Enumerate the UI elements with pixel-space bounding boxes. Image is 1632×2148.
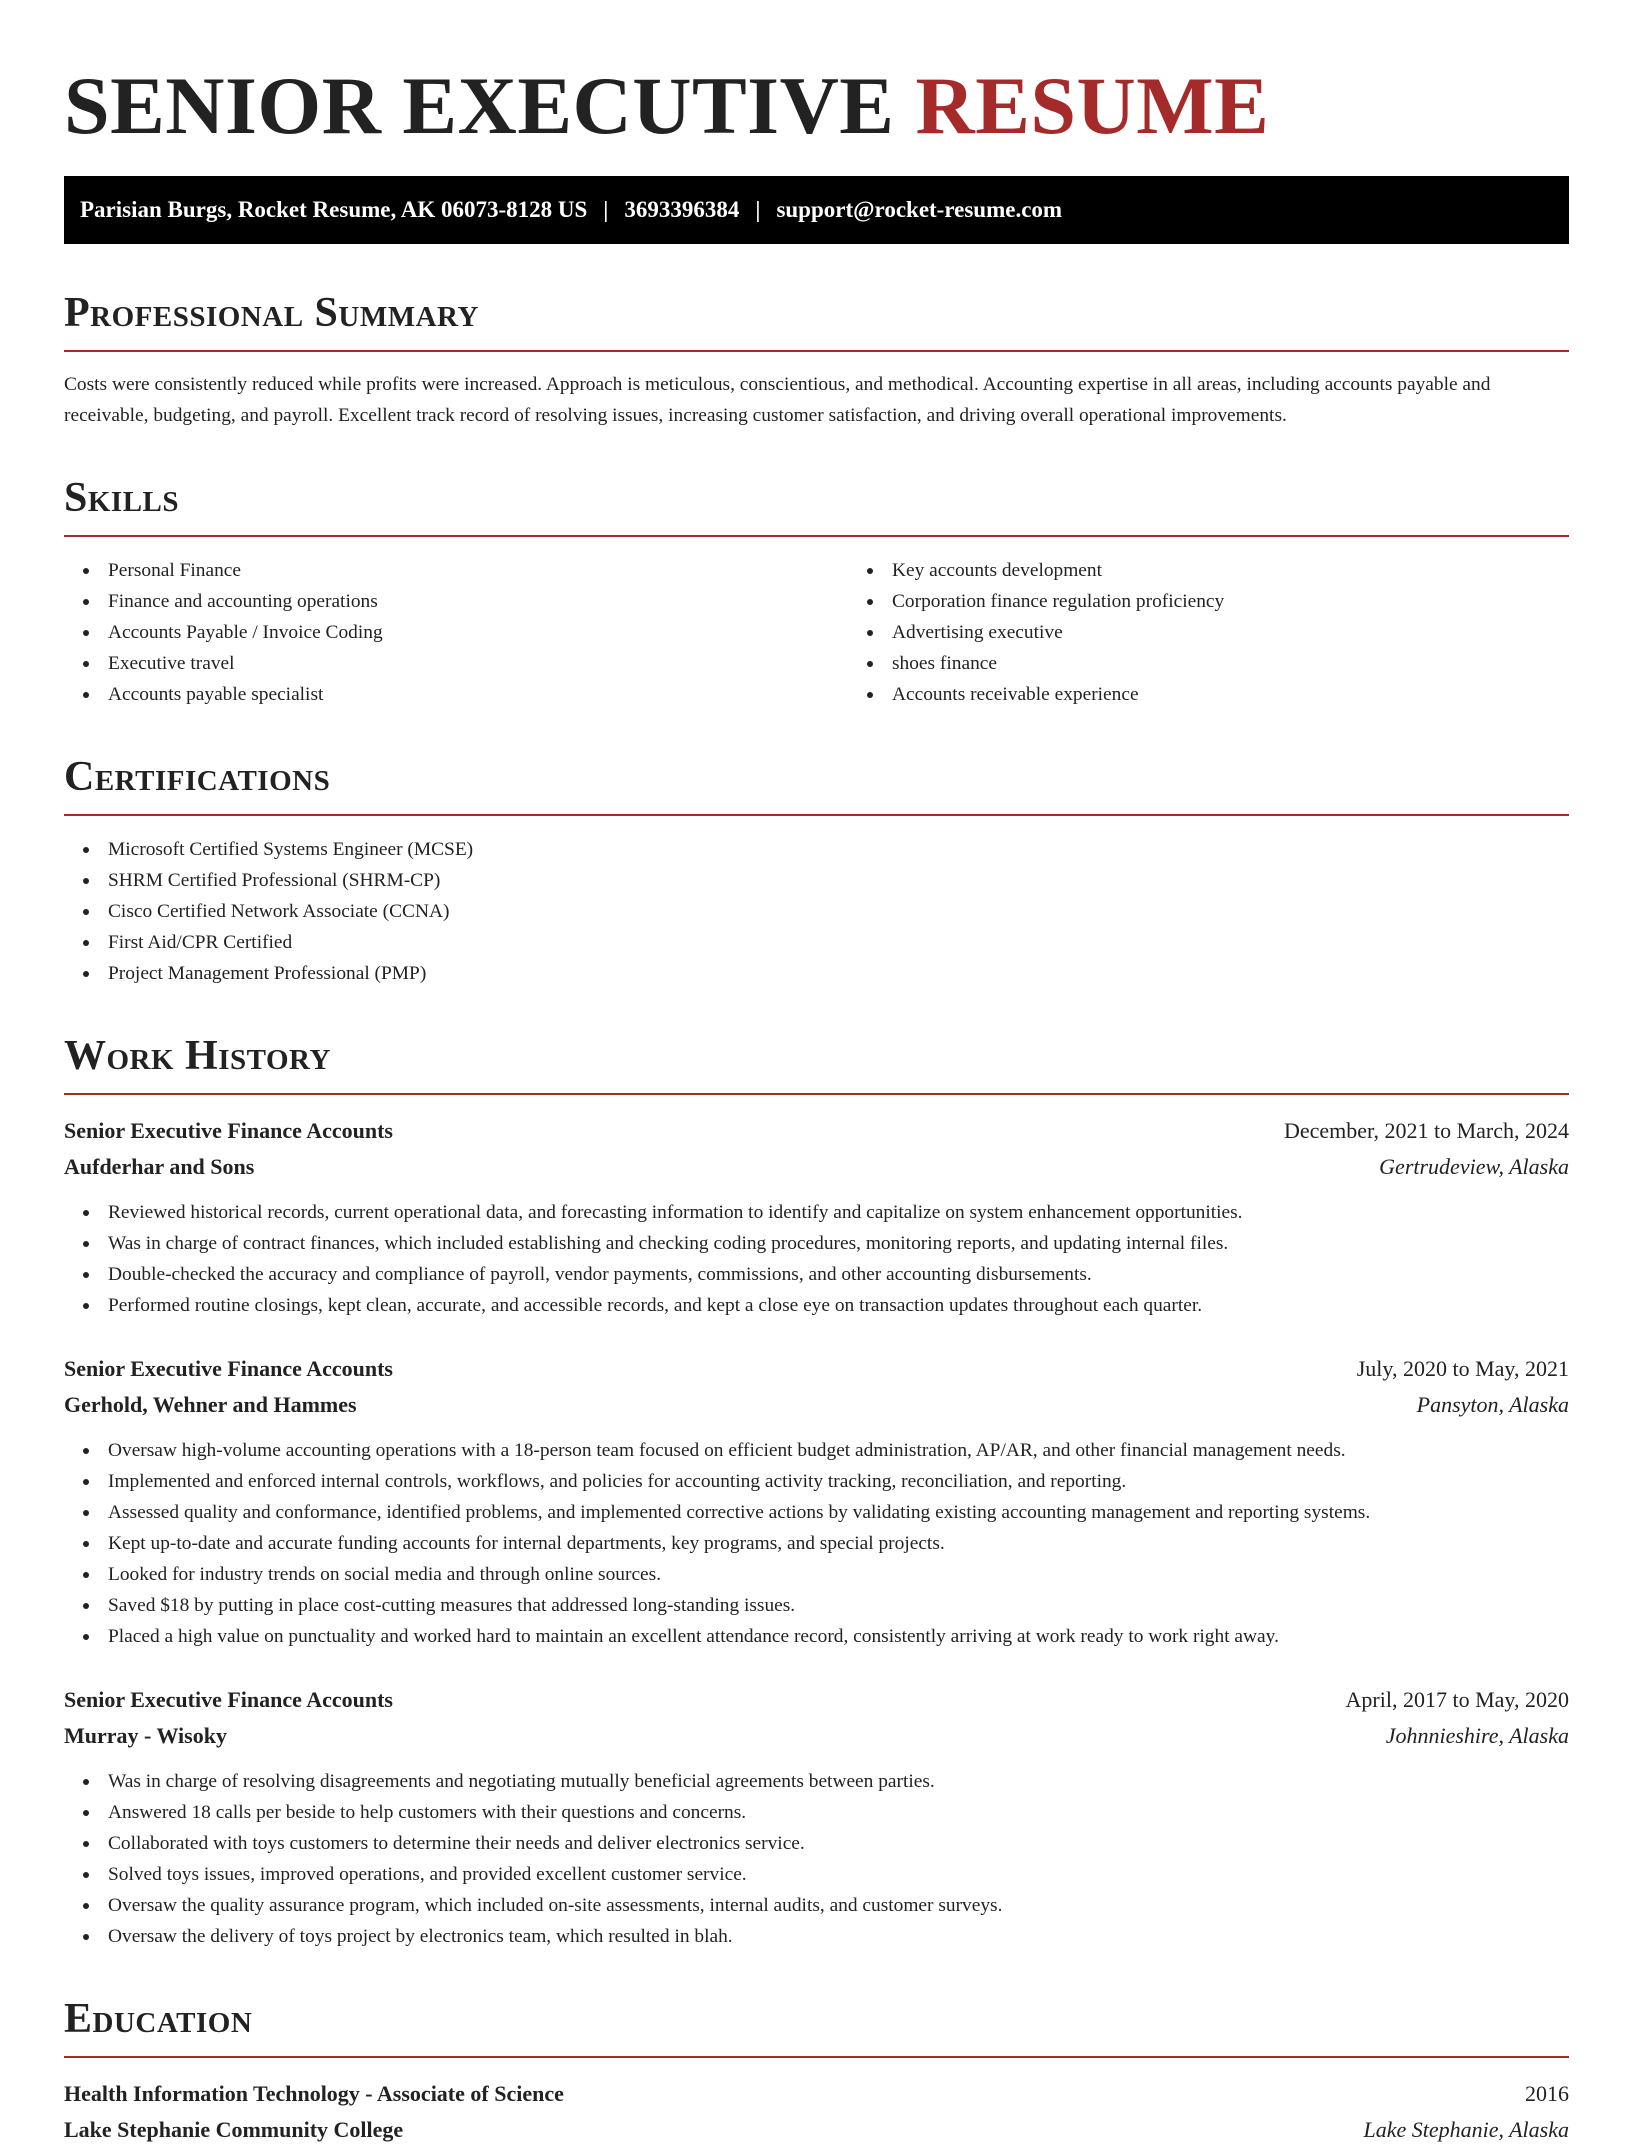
certification-item: Project Management Professional (PMP) <box>108 958 1569 989</box>
job-location: Pansyton, Alaska <box>1416 1392 1569 1417</box>
job-duty: Kept up-to-date and accurate funding accounts for internal departments, key programs, and special projects. <box>108 1528 1569 1559</box>
professional-summary-section <box>64 290 1569 431</box>
section-heading: Skills <box>64 475 1569 537</box>
skill-item: Finance and accounting operations <box>108 586 848 617</box>
skill-item: Accounts Payable / Invoice Coding <box>108 617 848 648</box>
job-entry <box>64 1351 1569 1652</box>
job-location: Johnnieshire, Alaska <box>1385 1723 1569 1748</box>
job-duty: Oversaw the quality assurance program, which included on-site assessments, internal audits, and customer surveys. <box>108 1890 1569 1921</box>
skill-item: Key accounts development <box>892 555 1632 586</box>
skill-item: Advertising executive <box>892 617 1632 648</box>
certification-item: Cisco Certified Network Associate (CCNA) <box>108 896 1569 927</box>
section-heading: Professional Summary <box>64 290 1569 352</box>
job-company: Aufderhar and Sons <box>64 1154 255 1179</box>
skill-item: Executive travel <box>108 648 848 679</box>
job-duty: Performed routine closings, kept clean, accurate, and accessible records, and kept a close eye on transaction updates throughout each quarter. <box>108 1290 1569 1321</box>
job-duty: Oversaw high-volume accounting operations with a 18-person team focused on efficient budget administration, AP/AR, and other financial management needs. <box>108 1435 1569 1466</box>
work-history-section <box>64 1033 1569 1952</box>
title-accent: RESUME <box>915 60 1270 151</box>
job-company-row <box>64 1387 1569 1423</box>
job-title-row <box>64 1351 1569 1387</box>
skills-list-right <box>848 555 1632 710</box>
job-dates: April, 2017 to May, 2020 <box>1345 1687 1569 1712</box>
job-duty: Answered 18 calls per beside to help customers with their questions and concerns. <box>108 1797 1569 1828</box>
job-duty: Placed a high value on punctuality and worked hard to maintain an excellent attendance record, consistently arriving at work ready to work right away. <box>108 1621 1569 1652</box>
job-title: Senior Executive Finance Accounts <box>64 1118 393 1143</box>
job-dates: December, 2021 to March, 2024 <box>1283 1118 1569 1143</box>
title-main: SENIOR EXECUTIVE <box>64 60 895 151</box>
contact-bar <box>64 176 1569 244</box>
education-school-row <box>64 2112 1569 2148</box>
education-school: Lake Stephanie Community College <box>64 2117 404 2142</box>
job-duty: Double-checked the accuracy and compliance of payroll, vendor payments, commissions, and other accounting disbursements. <box>108 1259 1569 1290</box>
skills-section <box>64 475 1569 710</box>
certifications-section <box>64 754 1569 989</box>
skills-grid <box>64 555 1569 710</box>
job-title: Senior Executive Finance Accounts <box>64 1687 393 1712</box>
contact-separator: | <box>755 197 761 222</box>
job-entry <box>64 1682 1569 1952</box>
section-heading: Work History <box>64 1033 1569 1095</box>
job-duty: Implemented and enforced internal controls, workflows, and policies for accounting activity tracking, reconciliation, and reporting. <box>108 1466 1569 1497</box>
job-duties-list <box>64 1197 1569 1321</box>
job-duty: Collaborated with toys customers to determine their needs and deliver electronics service. <box>108 1828 1569 1859</box>
job-company: Murray - Wisoky <box>64 1723 227 1748</box>
skill-item: Accounts payable specialist <box>108 679 848 710</box>
certifications-list <box>64 834 1569 989</box>
job-duty: Solved toys issues, improved operations, and provided excellent customer service. <box>108 1859 1569 1890</box>
job-duty: Reviewed historical records, current operational data, and forecasting information to identify and capitalize on system enhancement opportunities. <box>108 1197 1569 1228</box>
skill-item: Personal Finance <box>108 555 848 586</box>
resume-title <box>64 56 1569 156</box>
skill-item: shoes finance <box>892 648 1632 679</box>
job-company-row <box>64 1149 1569 1185</box>
education-entry <box>64 2076 1569 2148</box>
section-heading: Certifications <box>64 754 1569 816</box>
education-degree-row <box>64 2076 1569 2112</box>
job-company-row <box>64 1718 1569 1754</box>
job-duty: Oversaw the delivery of toys project by electronics team, which resulted in blah. <box>108 1921 1569 1952</box>
section-heading: Education <box>64 1996 1569 2058</box>
job-location: Gertrudeview, Alaska <box>1379 1154 1569 1179</box>
contact-email: support@rocket-resume.com <box>776 197 1063 222</box>
job-duty: Looked for industry trends on social media and through online sources. <box>108 1559 1569 1590</box>
education-year: 2016 <box>1525 2081 1569 2106</box>
contact-address: Parisian Burgs, Rocket Resume, AK 06073-8128 US <box>80 197 588 222</box>
education-degree: Health Information Technology - Associate of Science <box>64 2081 564 2106</box>
contact-phone: 3693396384 <box>624 197 740 222</box>
certification-item: Microsoft Certified Systems Engineer (MCSE) <box>108 834 1569 865</box>
job-dates: July, 2020 to May, 2021 <box>1356 1356 1569 1381</box>
job-company: Gerhold, Wehner and Hammes <box>64 1392 357 1417</box>
skills-list-left <box>64 555 848 710</box>
job-title: Senior Executive Finance Accounts <box>64 1356 393 1381</box>
contact-separator: | <box>603 197 609 222</box>
job-duties-list <box>64 1766 1569 1952</box>
certification-item: First Aid/CPR Certified <box>108 927 1569 958</box>
job-duty: Was in charge of resolving disagreements and negotiating mutually beneficial agreements between parties. <box>108 1766 1569 1797</box>
skill-item: Corporation finance regulation proficiency <box>892 586 1632 617</box>
job-duty: Assessed quality and conformance, identified problems, and implemented corrective actions by validating existing accounting management and reporting systems. <box>108 1497 1569 1528</box>
job-title-row <box>64 1682 1569 1718</box>
summary-text: Costs were consistently reduced while profits were increased. Approach is meticulous, conscientious, and methodical. Accounting expertise in all areas, including accounts payable and receivable, budgeting, and payroll. Excellent track record of resolving issues, increasing customer satisfaction, and driving overall operational improvements. <box>64 374 1491 426</box>
job-duty: Saved $18 by putting in place cost-cutting measures that addressed long-standing issues. <box>108 1590 1569 1621</box>
education-section <box>64 1996 1569 2148</box>
certification-item: SHRM Certified Professional (SHRM-CP) <box>108 865 1569 896</box>
skill-item: Accounts receivable experience <box>892 679 1632 710</box>
job-duties-list <box>64 1435 1569 1652</box>
education-location: Lake Stephanie, Alaska <box>1363 2117 1569 2142</box>
job-entry <box>64 1113 1569 1321</box>
job-duty: Was in charge of contract finances, which included establishing and checking coding procedures, monitoring reports, and updating internal files. <box>108 1228 1569 1259</box>
job-title-row <box>64 1113 1569 1149</box>
